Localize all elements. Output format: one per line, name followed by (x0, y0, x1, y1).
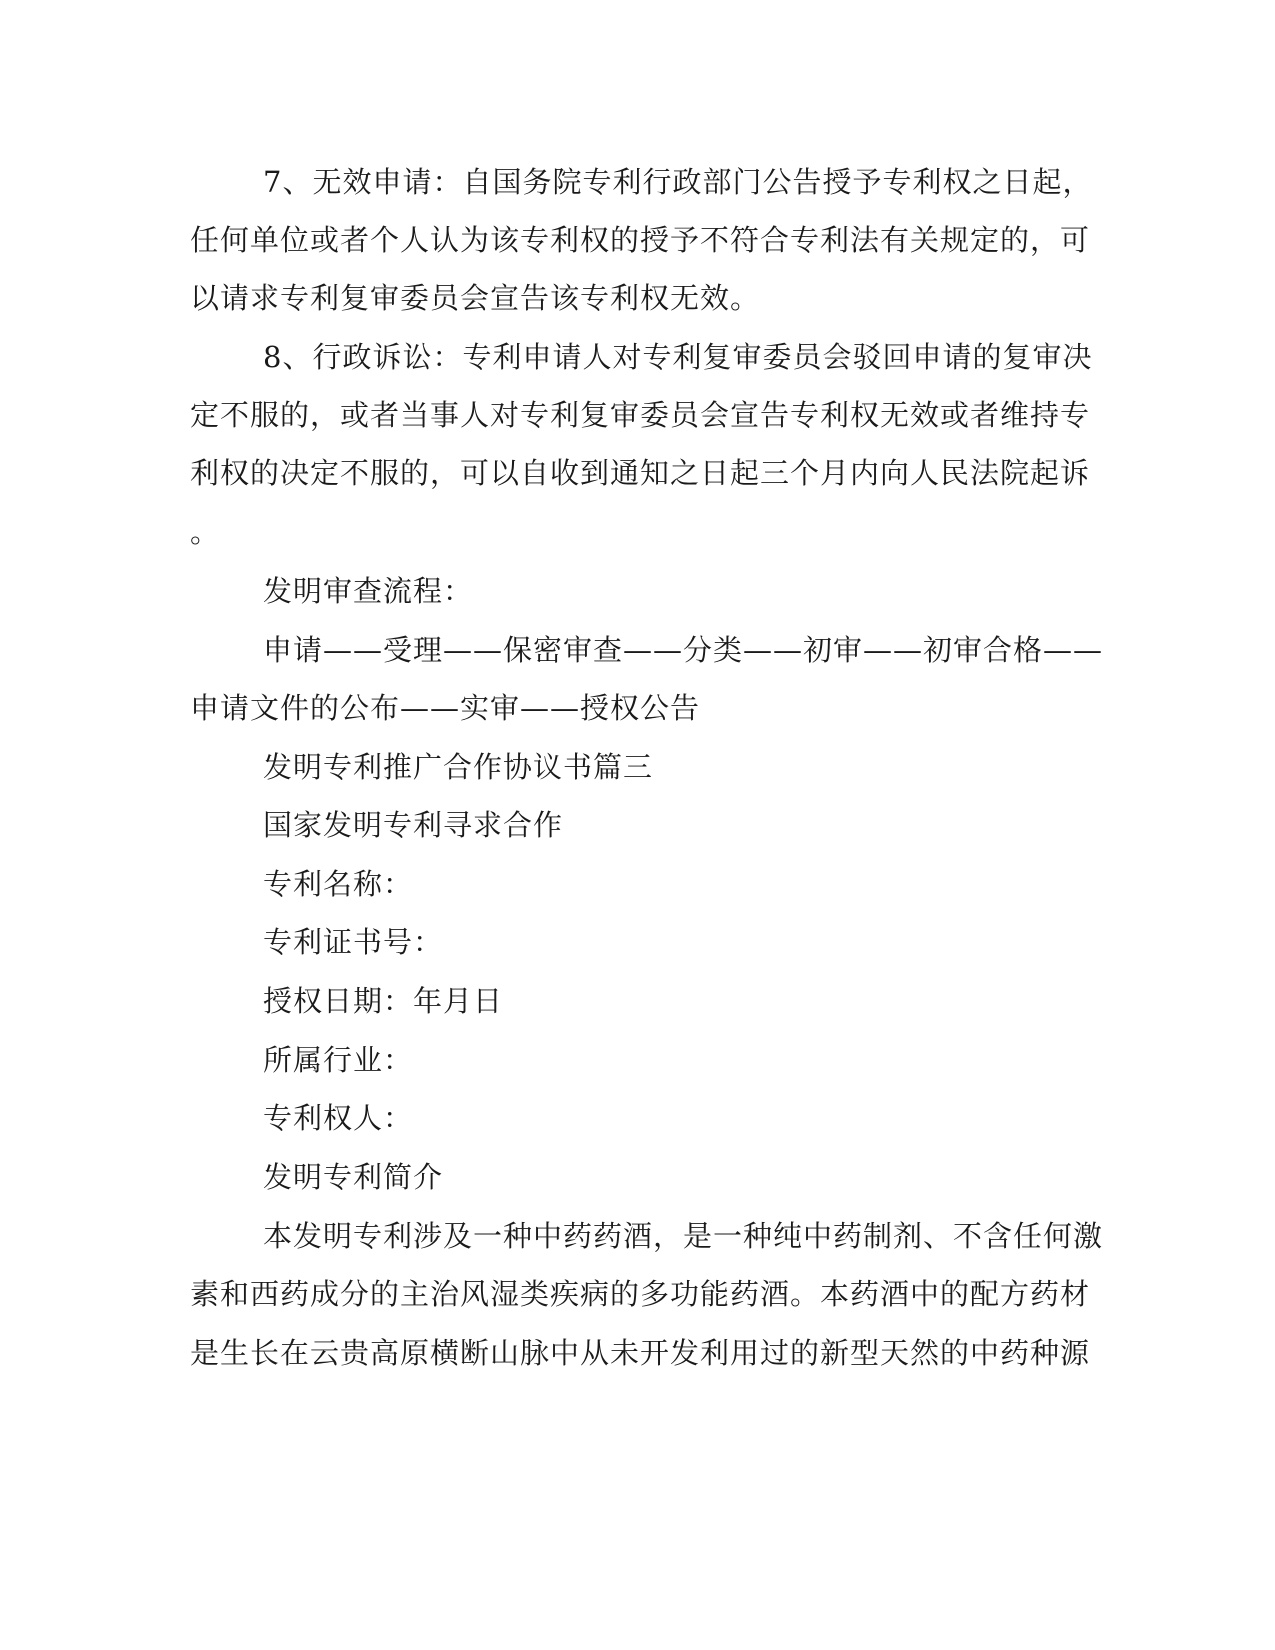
paragraph-8-line-4: 。 (190, 515, 221, 549)
summary-line-1: 本发明专利涉及一种中药药酒，是一种纯中药制剂、不含任何激 (263, 1219, 1104, 1253)
document-page (190, 0, 1104, 1650)
process-flow-line-2: 申请文件的公布——实审——授权公告 (190, 691, 701, 725)
patent-name-field: 专利名称： (263, 867, 414, 901)
grant-date-field: 授权日期：年月日 (263, 984, 504, 1018)
paragraph-7-line-3: 以请求专利复审委员会宣告该专利权无效。 (190, 281, 761, 315)
industry-field: 所属行业： (263, 1043, 414, 1077)
paragraph-8-line-2: 定不服的，或者当事人对专利复审委员会宣告专利权无效或者维持专 (190, 398, 1091, 432)
paragraph-8-line-3: 利权的决定不服的，可以自收到通知之日起三个月内向人民法院起诉 (190, 456, 1091, 490)
certificate-number-field: 专利证书号： (263, 925, 444, 959)
paragraph-8-line-1: 8、行政诉讼：专利申请人对专利复审委员会驳回申请的复审决 (263, 340, 1093, 374)
section-title: 发明专利推广合作协议书篇三 (263, 750, 654, 784)
cooperation-heading: 国家发明专利寻求合作 (263, 808, 564, 842)
process-heading: 发明审查流程： (263, 574, 474, 608)
paragraph-7-line-1: 7、无效申请：自国务院专利行政部门公告授予专利权之日起， (263, 165, 1093, 199)
paragraph-7-line-2: 任何单位或者个人认为该专利权的授予不符合专利法有关规定的，可 (190, 223, 1091, 257)
patentee-field: 专利权人： (263, 1101, 414, 1135)
summary-line-3: 是生长在云贵高原横断山脉中从未开发利用过的新型天然的中药种源 (190, 1336, 1091, 1370)
process-flow-line-1: 申请——受理——保密审查——分类——初审——初审合格—— (263, 633, 1104, 667)
summary-heading: 发明专利简介 (263, 1160, 444, 1194)
summary-line-2: 素和西药成分的主治风湿类疾病的多功能药酒。本药酒中的配方药材 (190, 1277, 1091, 1311)
